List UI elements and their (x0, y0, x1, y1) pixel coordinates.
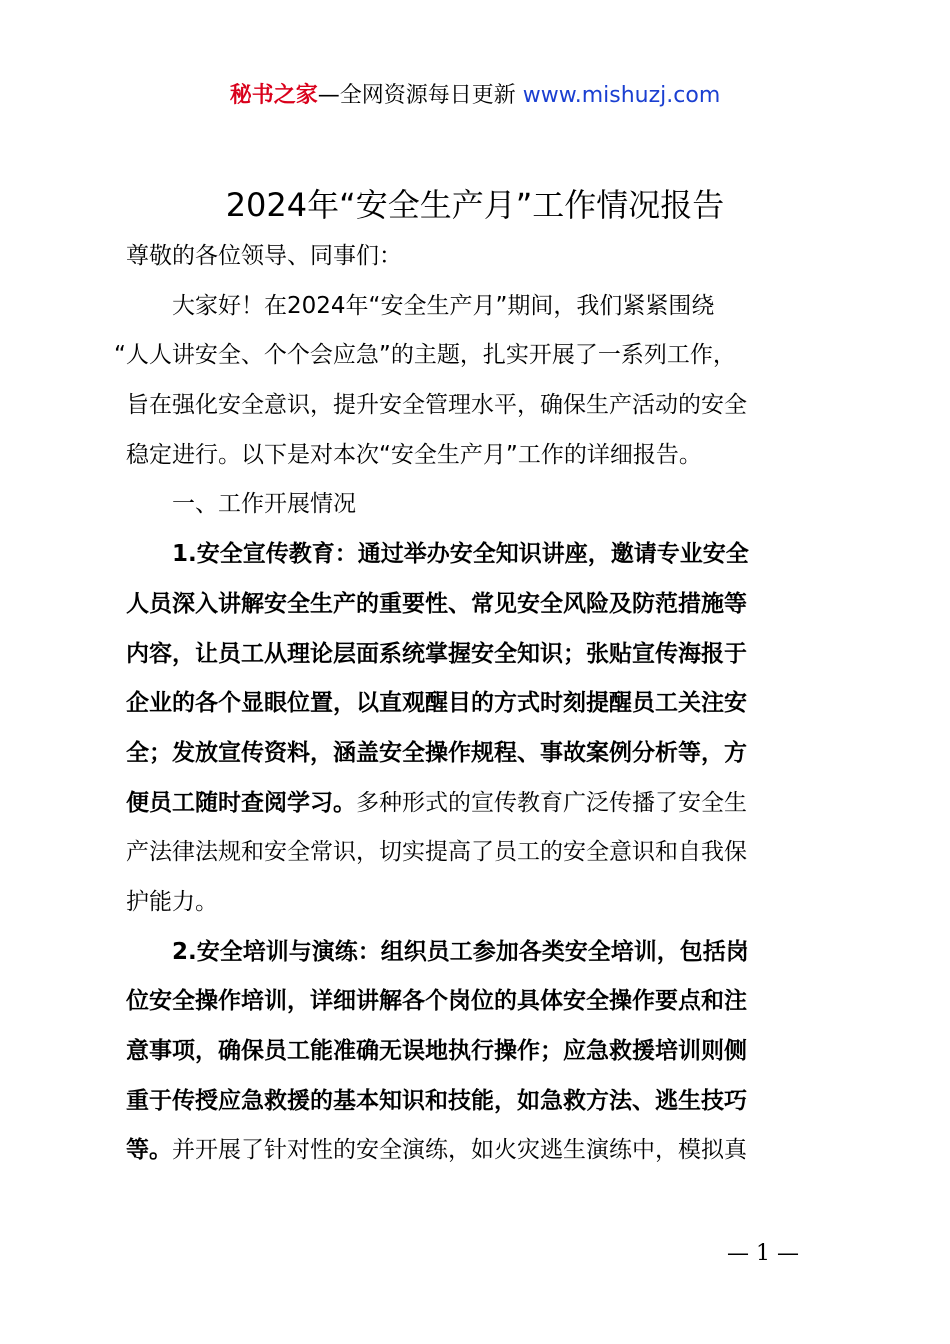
site-url-link[interactable]: www.mishuzj.com (522, 83, 721, 108)
paragraph-line: 意事项，确保员工能准确无误地执行操作；应急救援培训则侧 (126, 1038, 747, 1064)
paragraph-line: 大家好！在2024年“安全生产月”期间，我们紧紧围绕 (172, 292, 715, 319)
brand-name: 秘书之家 (229, 83, 318, 108)
item-2-paragraph (126, 928, 838, 1176)
document-title: 2024年“安全生产月”工作情况报告 (225, 186, 725, 224)
page-number: — 1 — (727, 1241, 799, 1266)
paragraph-line: 1.安全宣传教育：通过举办安全知识讲座，邀请专业安全 (172, 541, 749, 568)
intro-paragraph (114, 282, 838, 481)
paragraph-line: 稳定进行。以下是对本次“安全生产月”工作的详细报告。 (126, 441, 702, 468)
banner-tagline: —全网资源每日更新 (317, 83, 516, 108)
paragraph-line: 产法律法规和安全常识，切实提高了员工的安全意识和自我保 (126, 839, 747, 866)
paragraph-line: 护能力。 (126, 888, 218, 915)
paragraph-line (126, 1126, 838, 1176)
normal-run: 多种形式的宣传教育广泛传播了安全生 (356, 789, 747, 816)
paragraph-line: 人员深入讲解安全生产的重要性、常见安全风险及防范措施等 (126, 590, 747, 617)
paragraph-line: 旨在强化安全意识，提升安全管理水平，确保生产活动的安全 (126, 392, 747, 419)
bold-run: 等。 (126, 1137, 172, 1164)
paragraph-line: “人人讲安全、个个会应急”的主题，扎实开展了一系列工作， (114, 342, 736, 369)
bold-run: 便员工随时查阅学习。 (126, 789, 356, 816)
normal-run: 并开展了针对性的安全演练，如火灾逃生演练中，模拟真 (172, 1137, 747, 1164)
paragraph-line: 全；发放宣传资料，涵盖安全操作规程、事故案例分析等，方 (126, 739, 747, 766)
paragraph-line: 内容，让员工从理论层面系统掌握安全知识；张贴宣传海报于 (126, 640, 747, 667)
paragraph-line (126, 779, 838, 829)
paragraph-line: 2.安全培训与演练：组织员工参加各类安全培训，包括岗 (172, 938, 749, 965)
section-heading: 一、工作开展情况 (172, 491, 356, 518)
paragraph-line: 位安全操作培训，详细讲解各个岗位的具体安全操作要点和注 (126, 988, 747, 1015)
paragraph-line: 企业的各个显眼位置，以直观醒目的方式时刻提醒员工关注安 (126, 690, 747, 717)
salutation: 尊敬的各位领导、同事们： (126, 243, 402, 269)
document-body (114, 232, 838, 1176)
paragraph-line: 重于传授应急救援的基本知识和技能，如急救方法、逃生技巧 (126, 1087, 747, 1114)
site-banner (0, 80, 950, 112)
item-1-paragraph (126, 530, 838, 928)
